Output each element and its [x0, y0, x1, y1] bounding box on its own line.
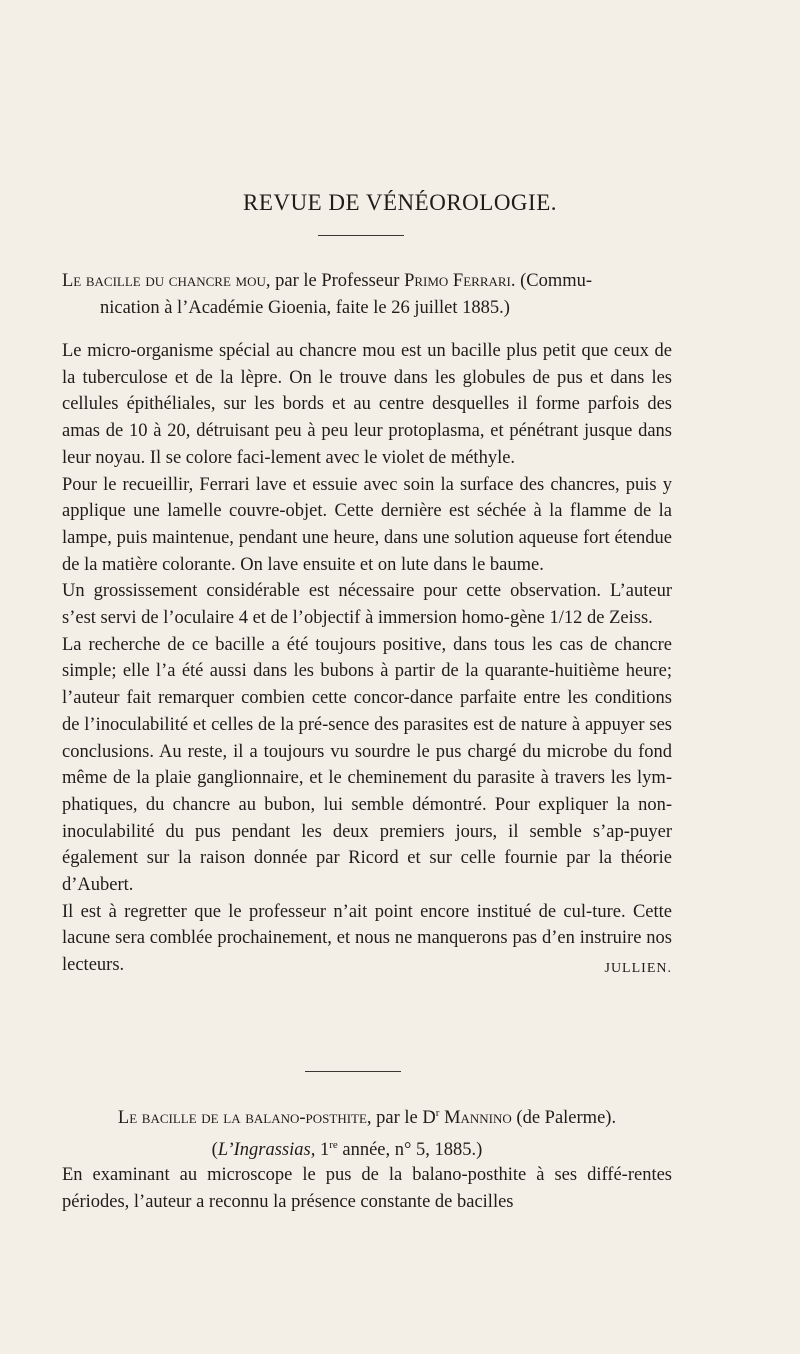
article2-dr-sup: r [435, 1107, 440, 1119]
article1-paragraph: Pour le recueillir, Ferrari lave et essuie avec soin la surface des chancres, puis y applique une lamelle couvre-objet. Cette dernière est séchée à la flamme de la lampe, puis maintenue, pendant une heure, dans une solution aqueuse fort étendue de la matière colorante. On lave ensuite et on lute dans le baume. [62, 474, 672, 575]
article2-paragraph: En examinant au microscope le pus de la balano-posthite à ses diffé-rentes périodes, l’auteur a reconnu la présence constante de bacilles [62, 1165, 672, 1212]
article2-author: Mannino [444, 1108, 512, 1129]
article2-subject: Le bacille de la balano-posthite [117, 1108, 367, 1129]
article1-paragraph: Le micro-organisme spécial au chancre mou est un bacille plus petit que ceux de la tuberculose et de la lèpre. On le trouve dans les globules de pus et dans les cellules épithéliales, sur les bords et au centre desquelles il forme parfois des amas de 10 à 20, détruisant peu à peu leur protoplasma, et pénétrant jusque dans leur noyau. Il se colore faci-lement avec le violet de méthyle. [62, 341, 672, 468]
article1-signature: JULLIEN. [604, 961, 672, 977]
article2-heading-line2: (L’Ingrassias, 1re année, n° 5, 1885.) [211, 1138, 483, 1161]
article2-heading-text: , par le D [366, 1108, 436, 1129]
article2-journal: L’Ingrassias, [217, 1140, 316, 1161]
article1-paragraph: La recherche de ce bacille a été toujours positive, dans tous les cas de chancre simple; elle l’a été aussi dans les bubons à partir de la quarante-huitième heure; l’auteur fait remarquer combien cette concor-dance parfaite entre les conditions de l’inoculabilité et celles de la pré-sence des parasites est de nature à appuyer ses conclusions. Au reste, il a toujours vu sourdre le pus chargé du microbe du fond même de la plaie ganglionnaire, et le cheminement du parasite à travers les lym-phatiques, du chancre au bubon, lui semble démontré. Pour expliquer la non-inoculabilité du pus pendant les deux premiers jours, il semble s’ap-puyer également sur la raison donnée par Ricord et sur celle fournie par la théorie d’Aubert. [62, 634, 672, 896]
article2-heading-text-end: (de Palerme). [511, 1108, 617, 1129]
article1-body [62, 338, 672, 983]
page-title: REVUE DE VÉNÉOROLOGIE. [242, 190, 557, 215]
article2-issue-text: année, n° 5, 1885.) [337, 1140, 483, 1161]
article2-body [62, 1162, 672, 1215]
title-divider [318, 235, 404, 236]
article1-paragraph: Un grossissement considérable est nécessaire pour cette observation. L’auteur s’est servi de l’oculaire 4 et de l’objectif à immersion homo-gène 1/12 de Zeiss. [62, 581, 672, 629]
article1-heading-text-end: . (Commu- [510, 271, 593, 291]
article1-subject: Le bacille du chancre mou [62, 271, 266, 291]
article1-heading-text: , par le Professeur [265, 271, 405, 291]
article2-heading [62, 1100, 672, 1164]
article1-heading-line1 [62, 268, 672, 295]
article2-issue-prefix: 1 [315, 1140, 330, 1161]
article1-paragraph-last [62, 899, 672, 979]
article-divider [305, 1071, 401, 1072]
article1-heading-line2: nication à l’Académie Gioenia, faite le 26 juillet 1885.) [100, 297, 510, 318]
article1-author: Primo Ferrari [404, 271, 511, 291]
article1-paragraph-text: Il est à regretter que le professeur n’ait point encore institué de cul-ture. Cette lacune sera comblée prochainement, et nous ne manquerons pas d’en instruire nos lecteurs. [62, 901, 672, 976]
article2-issue-sup: re [329, 1138, 338, 1151]
article1-heading [62, 268, 672, 321]
article2-heading-line1 [62, 1100, 672, 1132]
